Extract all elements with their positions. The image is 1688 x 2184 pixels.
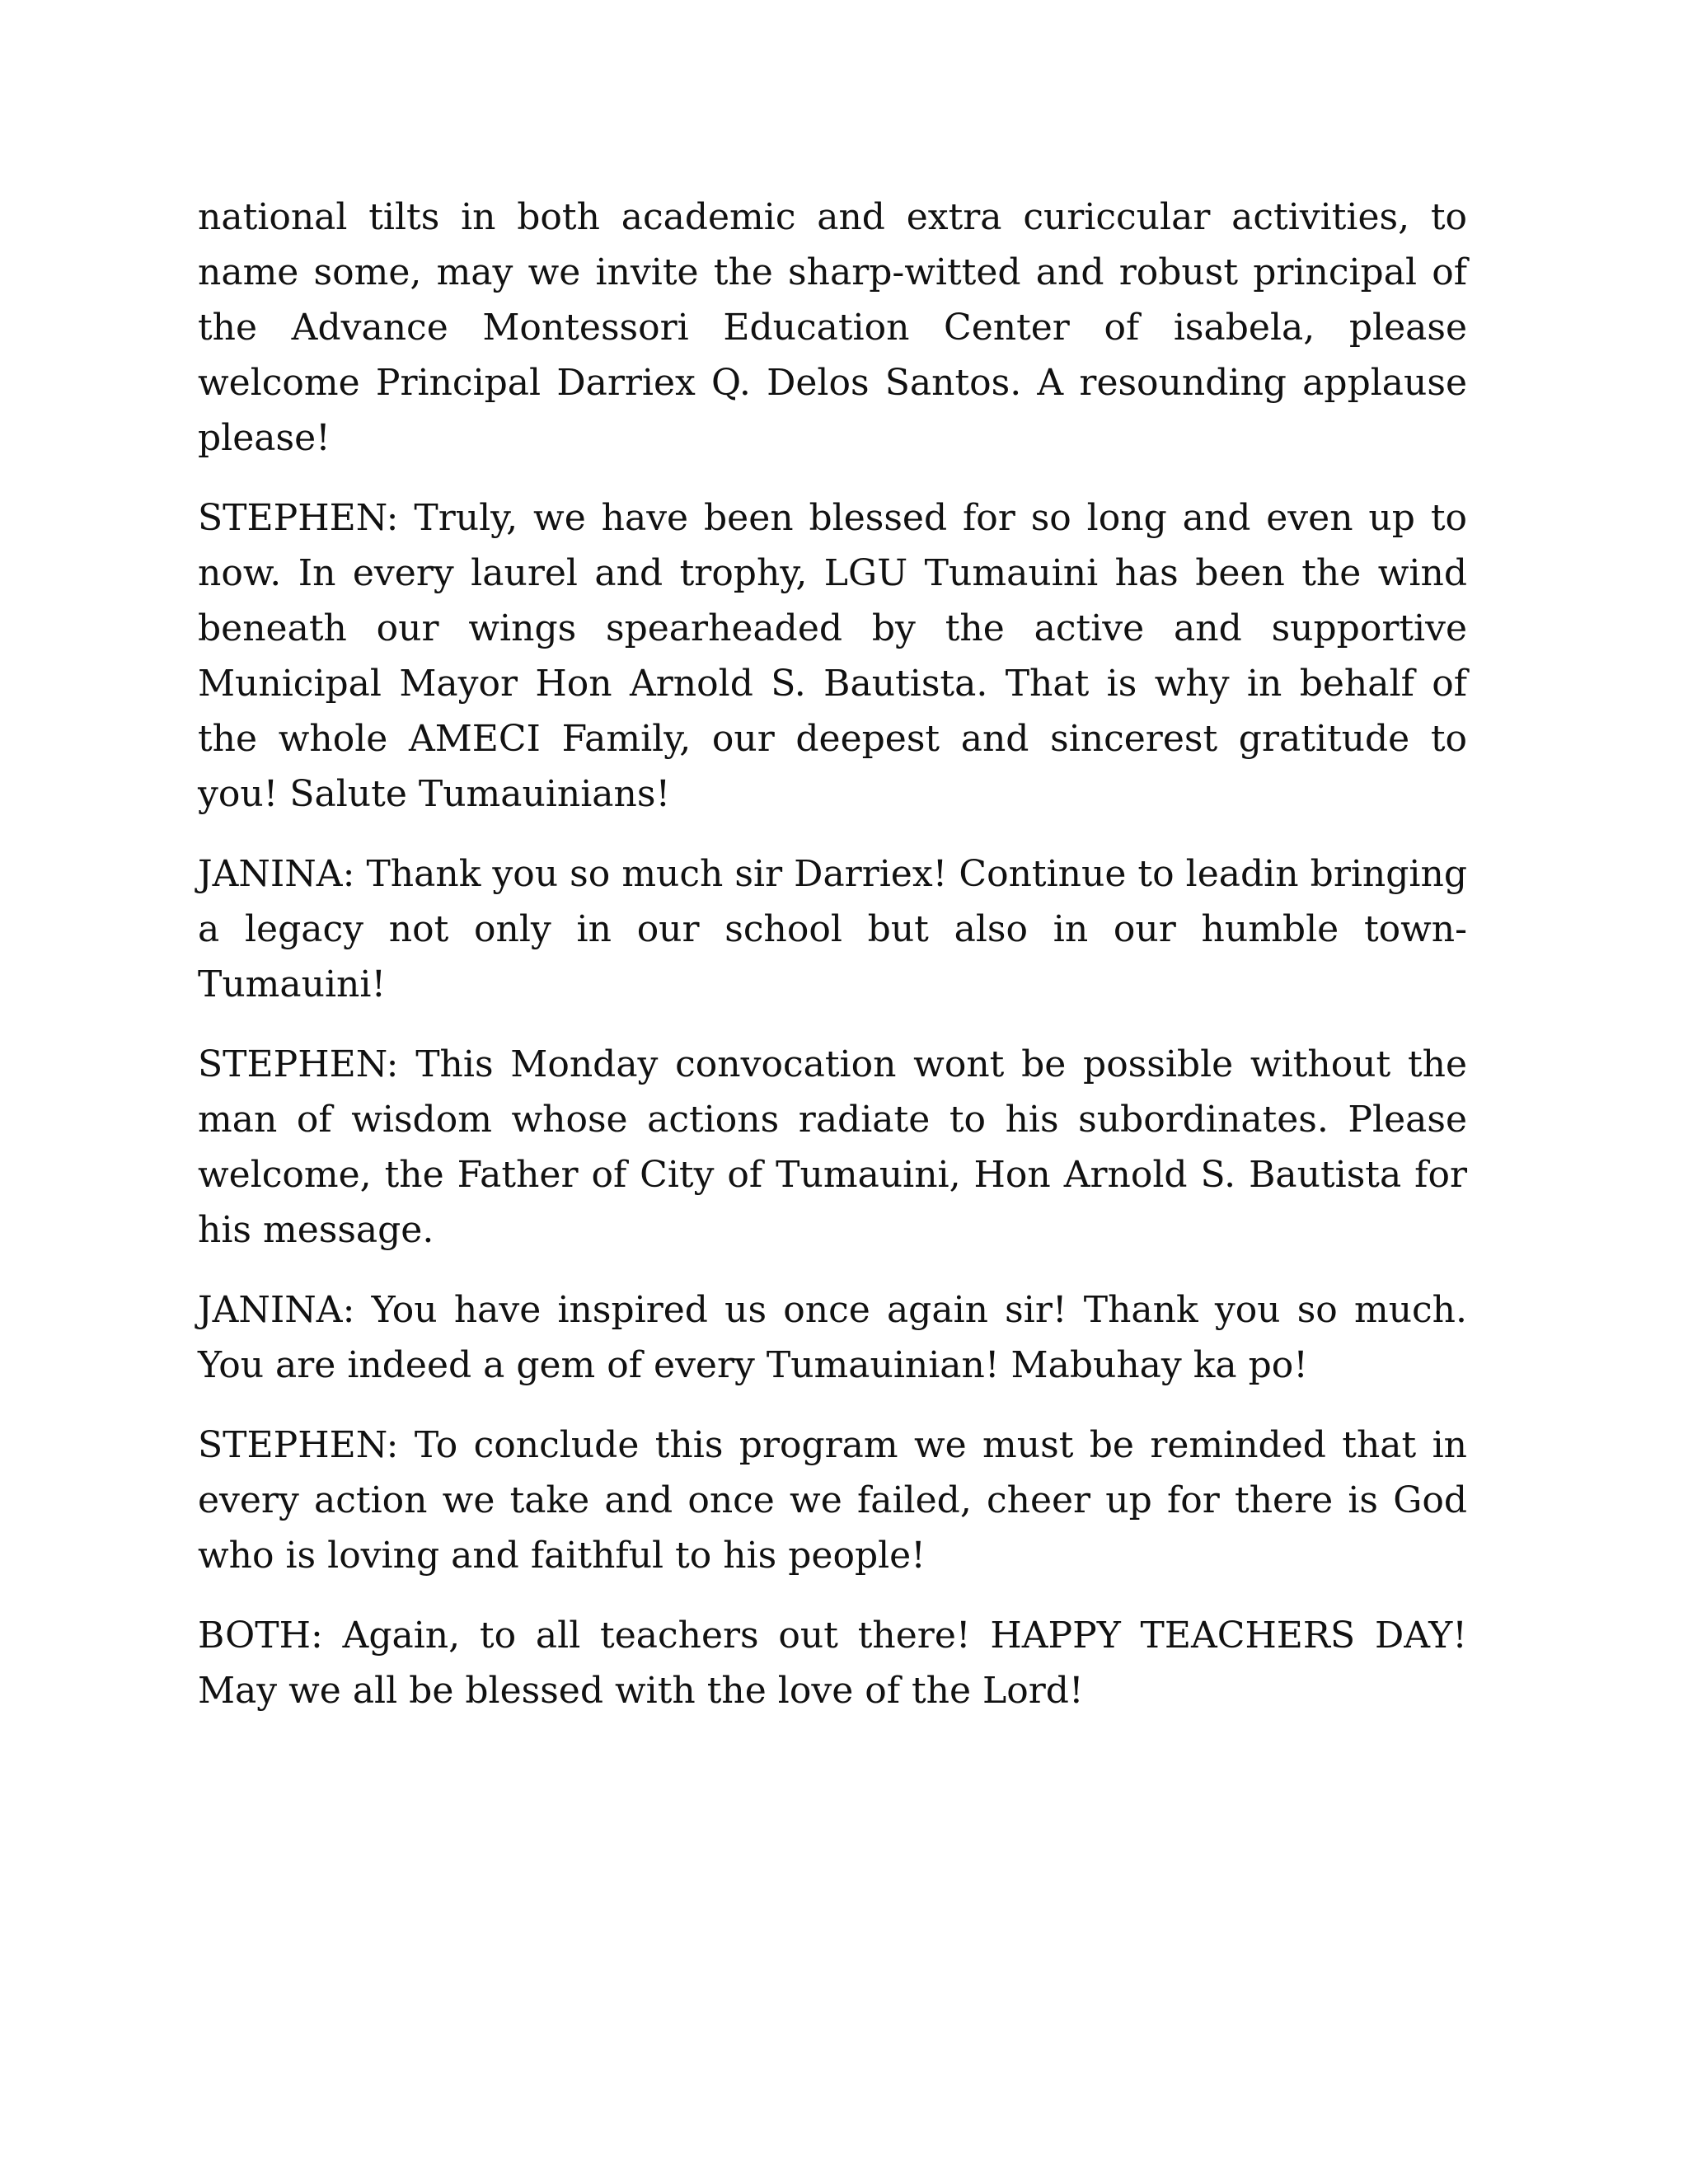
paragraph-both-closing: BOTH: Again, to all teachers out there! HAPPY TEACHERS DAY! May we all be blessed with the love of the Lord! [198,1615,1467,1712]
paragraph-intro: national tilts in both academic and extra curiccular activities, to name some, may we invite the sharp-witted and robust principal of the Advance Montessori Education Center of isabela, please welcome Principal Darriex Q. Delos Santos. A resounding applause please! [198,196,1467,459]
paragraph-stephen-conclusion: STEPHEN: To conclude this program we must be reminded that in every action we take and once we failed, cheer up for there is God who is loving and faithful to his people! [198,1424,1467,1577]
paragraph-stephen-mayor-intro: STEPHEN: This Monday convocation wont be possible without the man of wisdom whose actions radiate to his subordinates. Please welcome, the Father of City of Tumauini, Hon Arnold S. Bautista for his message. [198,1043,1467,1251]
document-body [198,190,1467,1743]
paragraph-stephen-gratitude: STEPHEN: Truly, we have been blessed for so long and even up to now. In every laurel and trophy, LGU Tumauini has been the wind beneath our wings spearheaded by the active and supportive Municipal Mayor Hon Arnold S. Bautista. That is why in behalf of the whole AMECI Family, our deepest and sincerest gratitude to you! Salute Tumauinians! [198,497,1467,815]
paragraph-janina-response: JANINA: You have inspired us once again sir! Thank you so much. You are indeed a gem of every Tumauinian! Mabuhay ka po! [198,1289,1467,1386]
paragraph-janina-thanks: JANINA: Thank you so much sir Darriex! Continue to leadin bringing a legacy not only in our school but also in our humble town- Tumauini! [198,853,1467,1005]
